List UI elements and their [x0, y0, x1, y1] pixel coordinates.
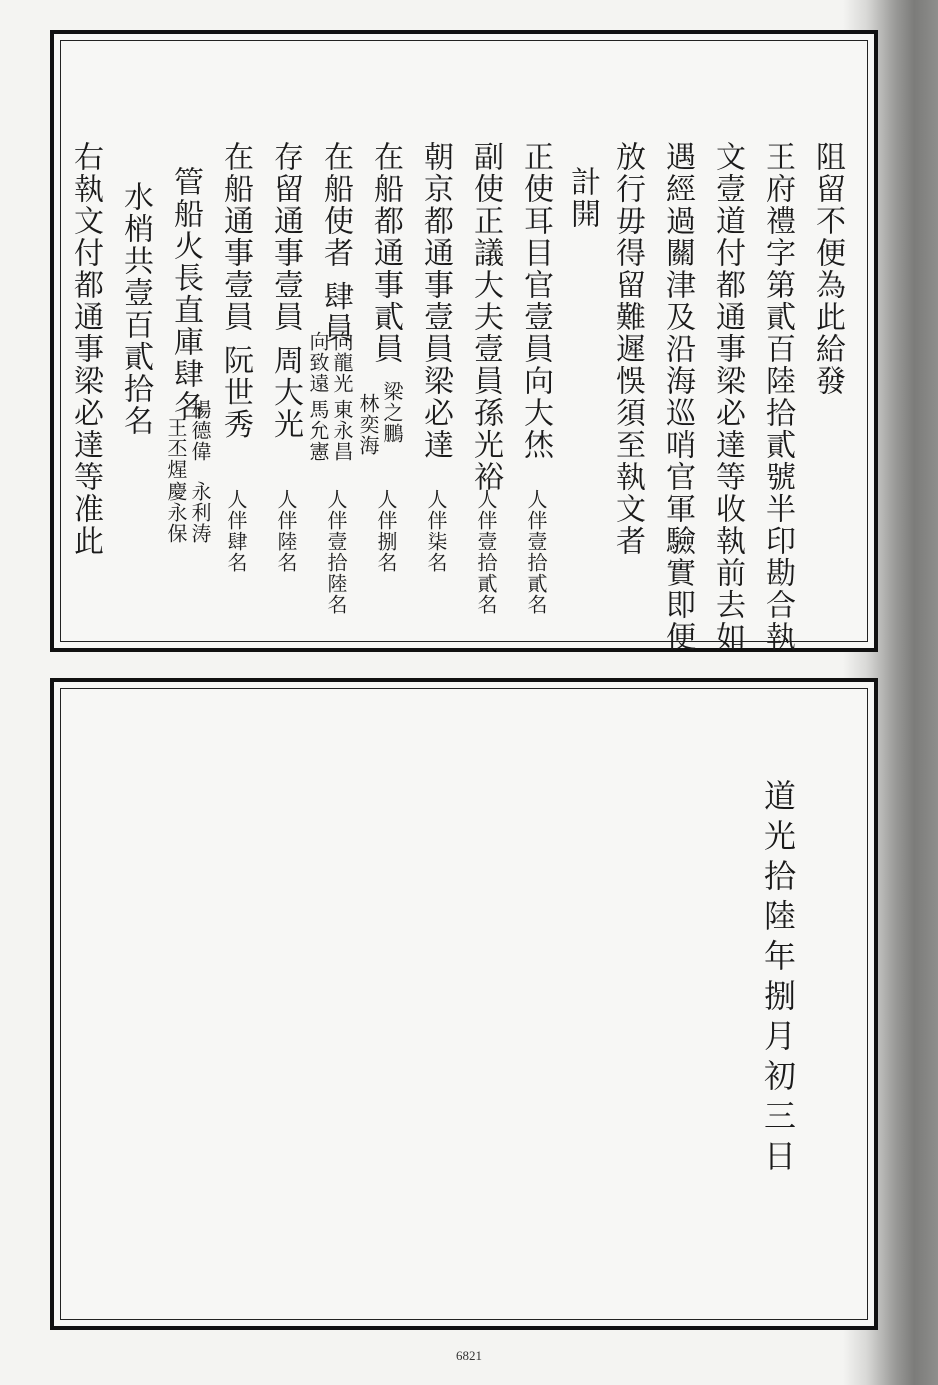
roster-retinue: 人伴壹拾陸名 [324, 489, 348, 615]
closing-line: 右執文付都通事梁必達等准此 [68, 141, 103, 557]
roster-role: 副使正議大夫壹員孫光裕 [468, 141, 503, 493]
roster-name: 梁之鵬 [380, 381, 404, 444]
roster-retinue: 人伴肆名 [224, 489, 248, 573]
header-line-5: 放行毋得留難遲悞須至執文者 [610, 141, 645, 557]
roster-retinue: 人伴捌名 [374, 489, 398, 573]
roster-role: 在船通事壹員 阮世秀 [218, 141, 253, 441]
roster-role: 正使耳目官壹員向大烋 [518, 141, 553, 461]
roster-retinue: 人伴柒名 [424, 489, 448, 573]
document-panel-top [50, 30, 878, 652]
date-line: 道光拾陸年捌月初三日 [759, 779, 797, 1179]
roster-role: 管船火長直庫肆名 [168, 166, 203, 422]
roster-role: 存留通事壹員 周大光 [268, 141, 303, 441]
roster-name: 向致遠 [306, 331, 330, 394]
panel-inner-border [60, 688, 868, 1320]
roster-name: 林奕海 [356, 393, 380, 456]
roster-retinue: 人伴陸名 [274, 489, 298, 573]
roster-retinue: 人伴壹拾貳名 [524, 489, 548, 615]
roster-role: 朝京都通事壹員梁必達 [418, 141, 453, 461]
roster-name: 東永昌 [330, 399, 354, 462]
roster-name: 慶永保 [164, 481, 188, 544]
roster-name: 王丕煋 [164, 417, 188, 480]
roster-role: 水梢共壹百貳拾名 [118, 181, 153, 437]
roster-role: 在船使者 肆員 [318, 141, 353, 345]
page-number: 6821 [456, 1348, 482, 1363]
roster-name: 永利涛 [188, 481, 212, 544]
header-line-1: 阻留不便為此給發 [810, 141, 845, 397]
roster-retinue: 人伴壹拾貳名 [474, 489, 498, 615]
header-line-2: 王府禮字第貳百陸拾貳號半印勘合執 [760, 141, 795, 653]
roster-name: 馬允憲 [306, 399, 330, 462]
roster-name: 向龍光 [330, 331, 354, 394]
roster-name: 楊德偉 [188, 399, 212, 462]
header-line-3: 文壹道付都通事梁必達等收執前去如 [710, 141, 745, 653]
roster-role: 在船都通事貳員 [368, 141, 403, 365]
list-heading: 計開 [565, 166, 600, 230]
document-panel-bottom [50, 678, 878, 1330]
panel-inner-border [60, 40, 868, 653]
header-line-4: 遇經過關津及沿海巡哨官軍驗實即便 [660, 141, 695, 653]
